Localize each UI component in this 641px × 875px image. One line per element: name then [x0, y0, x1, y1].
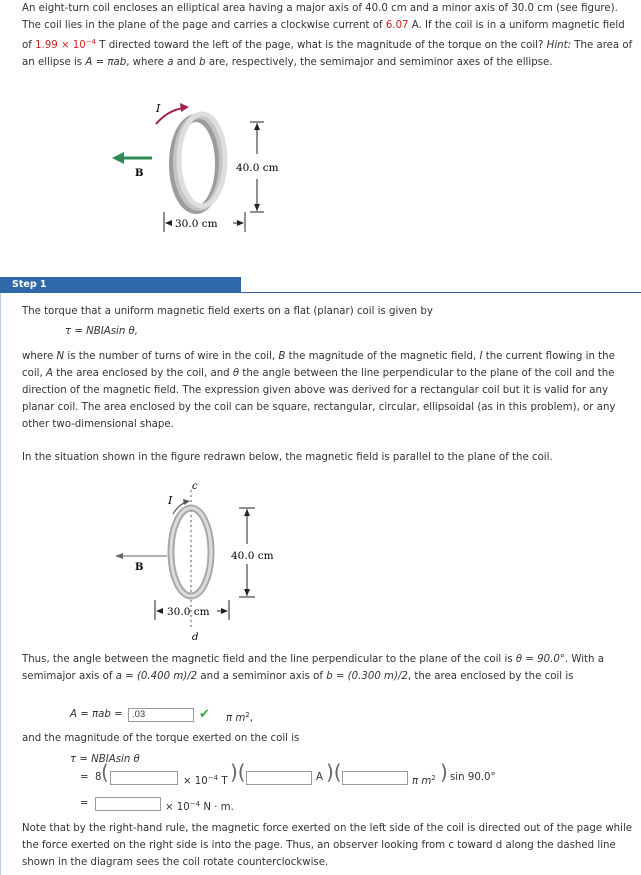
- paren-close-3: ): [440, 760, 448, 784]
- area-equation: A = πab =: [70, 709, 123, 720]
- field-label-redrawn: B: [135, 562, 144, 573]
- paren-close-1: )(: [230, 760, 246, 784]
- torque-formula-line: τ = NBIAsin θ: [70, 754, 140, 765]
- current-label-redrawn: I: [168, 494, 173, 507]
- torque-answer-input[interactable]: [95, 797, 161, 811]
- current-label: I: [156, 102, 161, 115]
- angle-area-text: Thus, the angle between the magnetic field and the line perpendicular to the plane of the coil is θ = 90.0°. With a semimajor axis of a = (0.400 m)/2 and a semiminor axis of b = (0.300 m)/2, the area enclosed by the coil is: [22, 654, 604, 682]
- sin-term: sin 90.0°: [450, 772, 496, 783]
- current-unit: A: [316, 772, 323, 783]
- dim-horizontal-label: 30.0 cm: [175, 218, 218, 230]
- variable-definitions: where N is the number of turns of wire in the coil, B the magnitude of the magnetic field, I the current flowing in the coil, A the area enclosed by the coil, and θ the angle between the line perpendicular to the plane of the coil and the direction of the magnetic field. The expression given above was derived for a rectangular coil but it is valid for any planar coil. The area enclosed by the coil can be square, rectangular, circular, ellipsoidal (as in this problem), or any other two-dimensional shape.: [22, 351, 616, 430]
- area-input[interactable]: [342, 771, 408, 785]
- coil-figure: [100, 96, 310, 238]
- problem-text: An eight-turn coil encloses an elliptical area having a major axis of 40.0 cm and a minor axis of 30.0 cm (see figure). The coil lies in the plane of the page and carries a clockwise current of 6.07 A. If the coil is in a uniform magnetic field of $1.99 \times 10^{-4}$ T directed toward the left of the page, what is the magnitude of the torque on the coil? Hint: The area of an ellipse is A = πab, where a and b are, respectively, the semimajor and semiminor axes of the ellipse.: [22, 3, 633, 68]
- area-answer-input[interactable]: [128, 708, 194, 722]
- paren-2: )(: [326, 760, 342, 784]
- point-d-label: d: [192, 632, 199, 642]
- area-unit-input: π $m^2$: [412, 774, 436, 787]
- dim-vertical-label-redrawn: 40.0 cm: [231, 550, 274, 562]
- step-tab: Step 1: [0, 277, 241, 293]
- field-input[interactable]: [110, 771, 178, 785]
- result-equals: =: [80, 798, 89, 809]
- torque-unit: × $10^{-4}$ N · m.: [165, 800, 234, 813]
- point-c-label: c: [192, 481, 198, 492]
- coil-ellipse: [173, 114, 225, 210]
- step-divider: [0, 292, 641, 293]
- substitution-equals: =: [80, 772, 89, 783]
- situation-text: In the situation shown in the figure redrawn below, the magnetic field is parallel to the plane of the coil.: [22, 452, 553, 463]
- note-text: Note that by the right-hand rule, the magnetic force exerted on the left side of the coil is directed out of the page while the force exerted on the right side is into the page. Thus, an observer looking from c toward d along the dashed line shown in the diagram sees the coil rotate counterclockwise.: [22, 823, 633, 868]
- magnitude-intro: and the magnitude of the torque exerted on the coil is: [22, 733, 300, 744]
- dim-horizontal-label-redrawn: 30.0 cm: [167, 606, 210, 618]
- coil-figure-redrawn: [105, 480, 305, 642]
- step-border: [0, 293, 1, 875]
- check-icon: ✔: [199, 707, 210, 722]
- area-unit: π $m^2$,: [226, 711, 254, 724]
- field-multiplier: × $10^{-4}$ T: [183, 774, 228, 787]
- step-intro: The torque that a uniform magnetic field exerts on a flat (planar) coil is given by: [22, 306, 433, 317]
- dim-vertical-label: 40.0 cm: [236, 162, 279, 174]
- field-value: $1.99 \times 10^{-4}$: [35, 38, 97, 51]
- field-label: B: [135, 168, 144, 179]
- turns-value: 8: [95, 772, 102, 783]
- current-value: 6.07: [385, 20, 409, 31]
- torque-formula: τ = NBIAsin θ,: [65, 326, 139, 337]
- paren-open-1: (: [101, 760, 109, 784]
- current-input[interactable]: [246, 771, 312, 785]
